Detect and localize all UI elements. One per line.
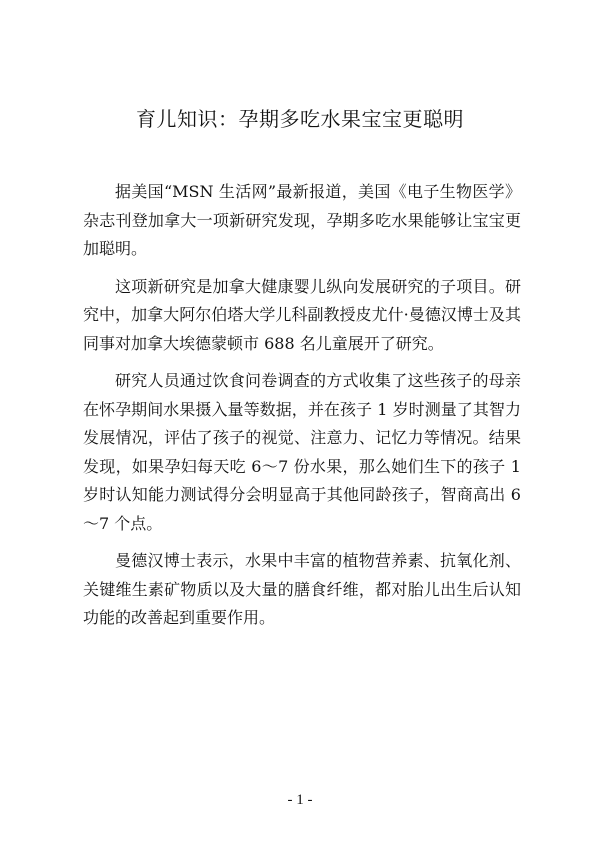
- document-body: [83, 178, 521, 642]
- paragraph-4: 曼德汉博士表示，水果中丰富的植物营养素、抗氧化剂、关键维生素矿物质以及大量的膳食纤维，都对胎儿出生后认知功能的改善起到重要作用。: [83, 551, 521, 627]
- document-title: 育儿知识：孕期多吃水果宝宝更聪明: [136, 107, 464, 131]
- paragraph-3: 研究人员通过饮食问卷调查的方式收集了这些孩子的母亲在怀孕期间水果摄入量等数据，并在孩子 1 岁时测量了其智力发展情况，评估了孩子的视觉、注意力、记忆力等情况。结果发现，如果孕妇每天吃 6～7 份水果，那么她们生下的孩子 1 岁时认知能力测试得分会明显高于其他同龄孩子，智商高出 6～7 个点。: [83, 371, 521, 533]
- page-number: - 1 -: [287, 792, 313, 808]
- paragraph-1: 据美国“MSN 生活网”最新报道，美国《电子生物医学》杂志刊登加拿大一项新研究发现，孕期多吃水果能够让宝宝更加聪明。: [83, 182, 521, 258]
- paragraph-2: 这项新研究是加拿大健康婴儿纵向发展研究的子项目。研究中，加拿大阿尔伯塔大学儿科副教授皮尤什·曼德汉博士及其同事对加拿大埃德蒙顿市 688 名儿童展开了研究。: [83, 276, 521, 353]
